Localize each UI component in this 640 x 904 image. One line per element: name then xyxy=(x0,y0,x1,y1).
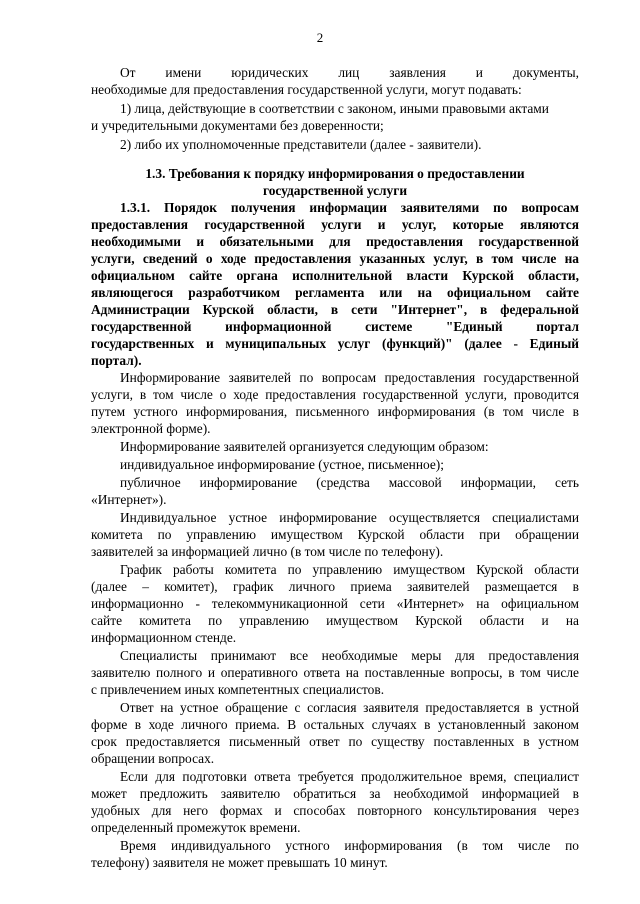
text-line: и учредительными документами без доверенности; xyxy=(91,118,384,133)
text-line: официальном сайте органа исполнительной власти Курской области, xyxy=(91,268,579,283)
text-line: заявителей за информацией лично (в том числе по телефону). xyxy=(91,544,444,559)
text-line: Информирование заявителей по вопросам предоставления государственной xyxy=(120,370,579,385)
text-line: информационно - телекоммуникационной сети «Интернет» на официальном xyxy=(91,596,579,611)
text-line: государственной информационной системе "Единый портал xyxy=(91,319,579,334)
text-line: сайте комитета по управлению имуществом Курской области и на xyxy=(91,613,579,628)
text-line: информационном стенде. xyxy=(91,630,237,645)
text-line: 1) лица, действующие в соответствии с законом, иными правовыми актами xyxy=(120,101,549,116)
text-line: Индивидуальное устное информирование осуществляется специалистами xyxy=(120,510,579,525)
text-line: обращении вопросах. xyxy=(91,751,215,766)
text-line: государственных и муниципальных услуг (функций)" (далее - Единый xyxy=(91,336,579,351)
text-line: Ответ на устное обращение с согласия заявителя предоставляется в устной xyxy=(120,700,579,715)
text-line: Если для подготовки ответа требуется продолжительное время, специалист xyxy=(120,769,579,784)
text-line: форме в ходе личного приема. В остальных случаях в установленный законом xyxy=(91,717,579,732)
text-line: Специалисты принимают все необходимые меры для предоставления xyxy=(120,648,579,663)
text-line: услуги, в том числе о ходе предоставления государственной услуги, проводится xyxy=(91,387,579,402)
text-line: необходимыми и обязательными для предоставления государственной xyxy=(91,234,579,249)
text-line: с привлечением иных компетентных специалистов. xyxy=(91,682,385,697)
text-line: портал). xyxy=(91,353,142,368)
text-line: определенный промежуток времени. xyxy=(91,820,301,835)
text-line: электронной форме). xyxy=(91,421,211,436)
text-line: необходимые для предоставления государственной услуги, могут подавать: xyxy=(91,82,522,97)
text-line: предоставления государственной услуги и услуг, которые являются xyxy=(91,217,579,232)
text-line: телефону) заявителя не может превышать 10 минут. xyxy=(91,855,388,870)
text-line: срок предоставляется письменный ответ по существу поставленных в устном xyxy=(91,734,579,749)
text-line: Информирование заявителей организуется следующим образом: xyxy=(120,439,489,454)
text-line: путем устного информирования, письменного информирования (в том числе в xyxy=(91,404,579,419)
text-line: График работы комитета по управлению имуществом Курской области xyxy=(120,562,579,577)
page-number: 2 xyxy=(316,30,324,45)
text-line: индивидуальное информирование (устное, письменное); xyxy=(120,457,444,472)
text-line: (далее – комитет), график личного приема заявителей размещается в xyxy=(91,579,579,594)
text-line: может предложить заявителю обратиться за необходимой информацией в xyxy=(91,786,579,801)
text-line: 1.3. Требования к порядку информирования о предоставлении xyxy=(145,166,525,181)
text-line: заявителю полного и оперативного ответа на поставленные вопросы, в том числе xyxy=(91,665,579,680)
text-line: публичное информирование (средства массовой информации, сеть xyxy=(120,475,579,490)
text-line: являющегося разработчиком регламента или на официальном сайте xyxy=(91,285,579,300)
text-line: государственной услуги xyxy=(262,183,408,198)
text-line: Время индивидуального устного информирования (в том числе по xyxy=(120,838,579,853)
text-line: От имени юридических лиц заявления и документы, xyxy=(120,65,579,80)
text-line: «Интернет»). xyxy=(91,492,167,507)
text-line: Администрации Курской области, в сети "Интернет", в федеральной xyxy=(91,302,579,317)
text-line: 1.3.1. Порядок получения информации заявителями по вопросам xyxy=(120,200,579,215)
text-line: 2) либо их уполномоченные представители (далее - заявители). xyxy=(120,137,482,152)
text-line: удобных для него формах и способах повторного консультирования через xyxy=(91,803,579,818)
text-line: комитета по управлению имуществом Курской области при обращении xyxy=(91,527,579,542)
text-line: услуги, сведений о ходе предоставления указанных услуг, в том числе на xyxy=(91,251,579,266)
